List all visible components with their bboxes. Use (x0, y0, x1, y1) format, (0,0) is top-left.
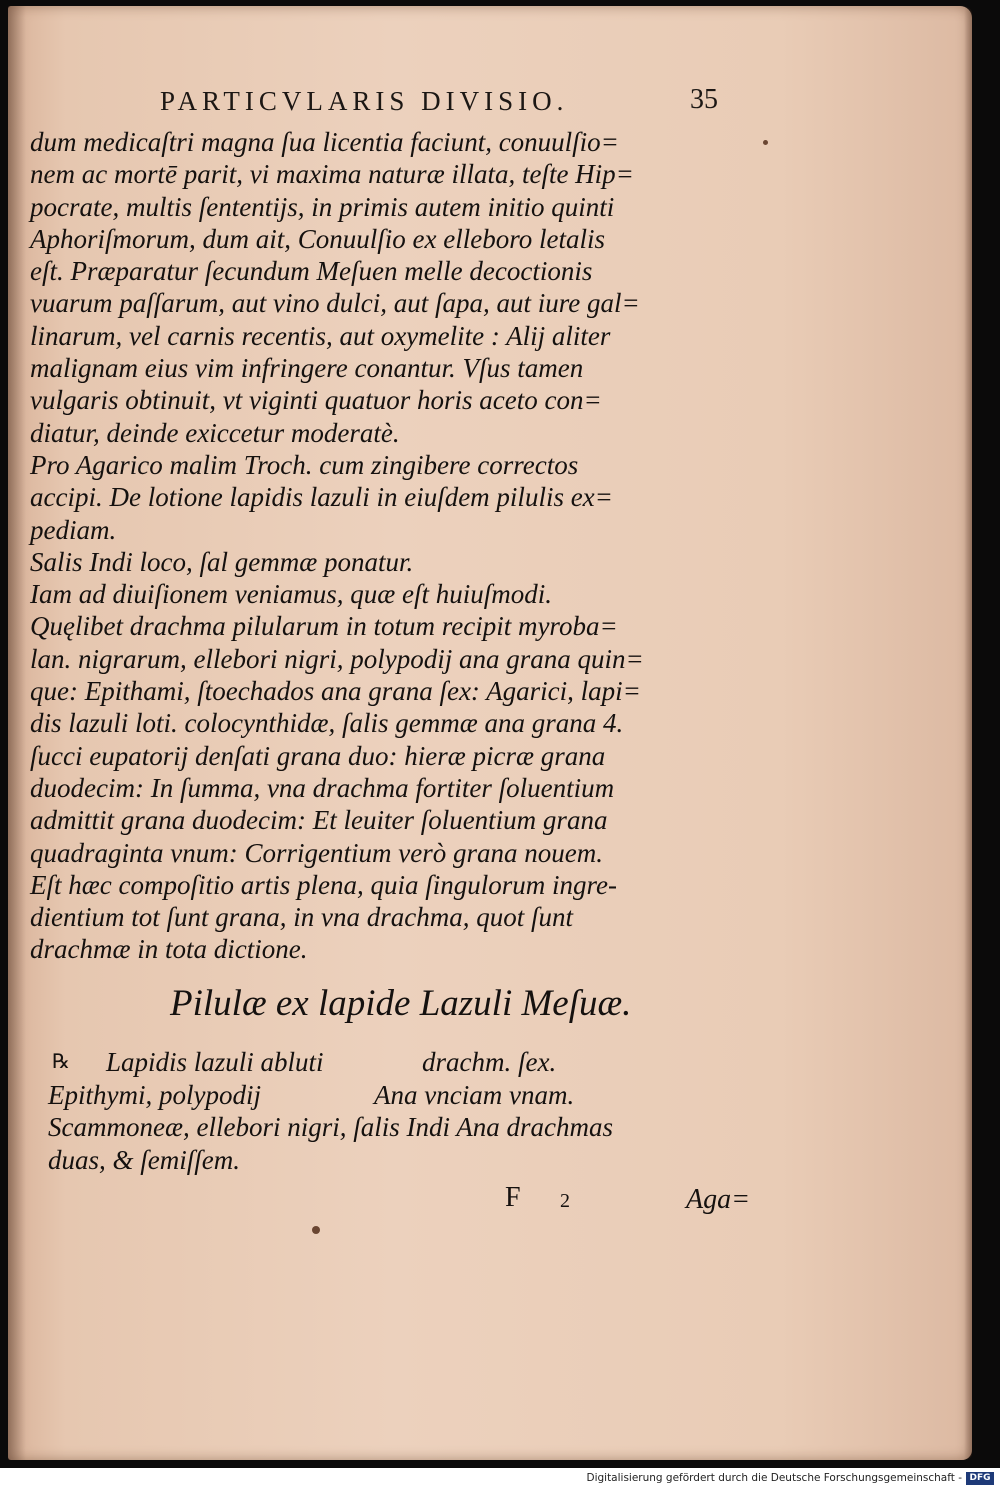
text-line: Aphoriſmorum, dum ait, Conuulſio ex elleboro letalis (30, 223, 605, 254)
signature-mark: F (505, 1182, 521, 1213)
recipe-block (48, 1046, 768, 1176)
text-line: Salis Indi loco, ſal gemmæ ponatur. (30, 546, 414, 577)
text-line: vulgaris obtinuit, vt viginti quatuor horis aceto con= (30, 385, 602, 416)
gutter-shadow (8, 6, 26, 1460)
text-line: vuarum paſſarum, aut vino dulci, aut ſapa, aut iure gal= (30, 288, 640, 319)
ingredient-1: Lapidis lazuli abluti (106, 1047, 324, 1077)
page-edge (964, 6, 972, 1460)
recipe-symbol: ℞ (52, 1051, 70, 1073)
ink-spot (312, 1226, 320, 1234)
text-line: accipi. De lotione lapidis lazuli in eiuſdem pilulis ex= (30, 482, 613, 513)
body-text (30, 126, 765, 966)
text-line: nem ac mortē parit, vi maxima naturæ illata, teſte Hip= (30, 159, 634, 190)
text-line: drachmæ in tota dictione. (30, 934, 308, 965)
text-line: admittit grana duodecim: Et leuiter ſoluentium grana (30, 805, 608, 836)
running-head: PARTICVLARIS DIVISIO. (160, 86, 569, 116)
text-line: que: Epithami, ſtoechados ana grana ſex: Agarici, lapi= (30, 676, 641, 707)
text-line: diatur, deinde exiccetur moderatè. (30, 417, 400, 448)
funding-notice: Digitalisierung gefördert durch die Deutsche Forschungsgemeinschaft - (586, 1472, 962, 1484)
text-line: Iam ad diuiſionem veniamus, quæ eſt huiuſmodi. (30, 579, 552, 610)
text-line: eſt. Præparatur ſecundum Meſuen melle decoctionis (30, 256, 593, 287)
recipe-row-2 (48, 1079, 768, 1112)
text-line: ſucci eupatorij denſati grana duo: hieræ picræ grana (30, 740, 606, 771)
page-number: 35 (690, 84, 718, 115)
text-line: Quęlibet drachma pilularum in totum recipit myroba= (30, 611, 618, 642)
text-line: quadraginta vnum: Corrigentium verò grana nouem. (30, 837, 603, 868)
ingredient-2: Epithymi, polypodij (48, 1079, 261, 1110)
text-line: Pro Agarico malim Troch. cum zingibere correctos (30, 449, 579, 480)
text-line: dum medicaſtri magna ſua licentia faciunt, conuulſio= (30, 127, 619, 157)
text-line: pocrate, multis ſententijs, in primis autem initio quinti (30, 191, 615, 222)
ink-spot (763, 140, 768, 145)
text-line: malignam eius vim infringere conantur. Vſus tamen (30, 353, 584, 384)
amount-2: Ana vnciam vnam. (374, 1079, 575, 1110)
text-line: lan. nigrarum, ellebori nigri, polypodij ana grana quin= (30, 643, 644, 674)
recipe-row-1 (48, 1046, 768, 1079)
recipe-title: Pilulæ ex lapide Lazuli Meſuæ. (170, 983, 632, 1024)
text-line: pediam. (30, 514, 117, 545)
dfg-logo: DFG (966, 1472, 994, 1485)
text-line: duodecim: In ſumma, vna drachma fortiter ſoluentium (30, 772, 615, 803)
recipe-row-3: Scammoneæ, ellebori nigri, ſalis Indi Ana drachmas (48, 1112, 613, 1142)
text-line: linarum, vel carnis recentis, aut oxymelite : Alij aliter (30, 320, 611, 351)
amount-1: drachm. ſex. (422, 1047, 557, 1077)
text-line: Eſt hæc compoſitio artis plena, quia ſingulorum ingre- (30, 869, 617, 900)
recipe-row-4: duas, & ſemiſſem. (48, 1144, 240, 1175)
catchword: Aga= (686, 1184, 750, 1215)
text-line: dientium tot ſunt grana, in vna drachma, quot ſunt (30, 902, 573, 933)
text-line: dis lazuli loti. colocynthidæ, ſalis gemmæ ana grana 4. (30, 708, 624, 739)
signature-number: 2 (560, 1190, 570, 1212)
